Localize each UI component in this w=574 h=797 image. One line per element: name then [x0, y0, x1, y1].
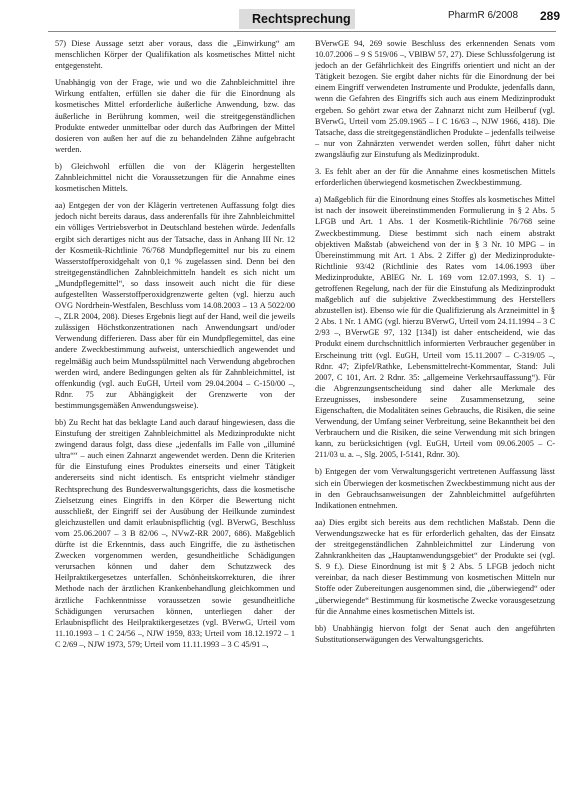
section-title: Rechtsprechung [239, 9, 355, 29]
paragraph: bb) Unabhängig hiervon folgt der Senat auch den angeführten Substitutionserwägungen des Verwaltungsgerichts. [315, 623, 555, 644]
paragraph: 57) Diese Aussage setzt aber voraus, dass die „Einwirkung“ am menschlichen Körper der Qualifikation als kosmetisches Mittel nicht entgegensteht. [55, 39, 295, 71]
paragraph: aa) Entgegen der von der Klägerin vertretenen Auffassung folgt dies jedoch nicht bereits daraus, dass anderenfalls für ihre Zahnbleichmittel ein völliges Vertriebsverbot in Deutschland bestehen würde. Jedenfalls ergibt sich derartiges nicht aus der Tatsache, dass in Anhang III Nr. 12 der Kosmetik-Richtlinie 76/768 Mundpflegemittel nur bis zu einem Wasserstoffperoxidgehalt von 0,1 % zugelassen sind. Denn bei den streitgegenständlichen Zahnbleichmitteln handelt es sich nicht um „Mundpflegemittel“, so dass insoweit auch nicht die für diese aufgestellten Wasserstoffperoxidgrenzwerte gelten (vgl. hierzu auch OVG Nordrhein-Westfalen, Beschluss vom 14.08.2003 – 13 A 5022/00 –, ZLR 2004, 208). Dieses Ergebnis liegt auf der Hand, weil die jeweils zulässigen Höchstkonzentrationen nach Anwendungsart und/oder Verwendung differieren. Dass aber für ein Mundpflegemittel, das eine andere Zweckbestimmung aufweist, unterschiedlich angewendet und regelmäßig auch beim Mundsspülmittel nach Verwendung abgebrochen werden wird, andere Bedingungen gelten als für Zahnbleichmittel, ist offenkundig (vgl. auch EuGH, Urteil vom 29.04.2004 – C-150/00 –, Rdnr. 75 zur Abhängigkeit der Grenzwerte von der bestimmungsgemäßen Anwendungsweise). [55, 201, 295, 410]
page-header [0, 0, 574, 32]
paragraph: b) Entgegen der vom Verwaltungsgericht vertretenen Auffassung lässt sich ein Überwiegen der kosmetischen Zweckbestimmung nicht aus der in den Gebrauchsanweisungen der Zahnbleichmittel aufgeführten Indikationen entnehmen. [315, 467, 555, 510]
page-number: 289 [540, 9, 561, 23]
journal-reference: PharmR 6/2008 [448, 10, 519, 21]
paragraph: b) Gleichwohl erfüllen die von der Klägerin hergestellten Zahnbleichmittel nicht die Voraussetzungen für die Annahme eines kosmetischen Mittels. [55, 161, 295, 194]
paragraph: BVerwGE 94, 269 sowie Beschluss des erkennenden Senats vom 10.07.2006 – 9 S 519/06 –, VBlBW 57, 27). Diese Schlussfolgerung ist jedoch an der Gefährlichkeit des Eingriffs orientiert und nicht an der Tätigkeit bezogen. Sie ergibt daher nichts für die Einordnung der bei einem Eingriff verwendeten Instrumente und Produkte, jedenfalls dann, wenn die Gefahren des Eingriffs sich auch aus einem Medizinprodukt ergeben. So gehört zwar etwa der Zahnarzt nicht zum Heilberuf (vgl. BVerwG, Urteil vom 25.09.1965 – I C 16/63 –, NJW 1966, 418). Die Tatsache, dass die streitgegenständlichen Produkte – jedenfalls teilweise – nur von Zahnärzten verwendet werden sollen, führt daher nicht zwangsläufig zur Einstufung als Medizinprodukt. [315, 39, 555, 159]
right-column [315, 38, 555, 790]
left-column [55, 38, 295, 790]
paragraph: Unabhängig von der Frage, wie und wo die Zahnbleichmittel ihre Wirkung entfalten, erfüllen sie daher die für die Einordnung als kosmetisches Mittel erforderliche äußerliche Anwendung, bzw. das äußerliche in Berührung kommen, weil die streitgegenständlichen Produkte entweder unmittelbar oder durch das Aufbringen der Mittel dosieren von außen her auf die zu behandelnden Zähne aufgebracht werden. [55, 78, 295, 154]
paragraph: aa) Dies ergibt sich bereits aus dem rechtlichen Maßstab. Denn die Verwendungszwecke hat es für erforderlich gehalten, das der Einsatz der streitgegenständlichen Zahnbleichmittel zur Linderung von Zahnkrankheiten das „Hauptanwendungsgebiet“ der Produkte sei (vgl. S. 9 f.). Diese Einordnung ist mit § 2 Abs. 5 LFGB jedoch nicht vereinbar, da nach dieser Bestimmung von kosmetischen Mitteln nur Stoffe oder Zubereitungen ausgenommen sind, die „überwiegend“ oder „überwiegende“ Bestimmung für kosmetische Zwecke vorausgesetzung für die Annahme eines kosmetischen Mittels ist. [315, 517, 555, 616]
paragraph: 3. Es fehlt aber an der für die Annahme eines kosmetischen Mittels erforderlichen überwiegend kosmetischen Zweckbestimmung. [315, 167, 555, 188]
paragraph: a) Maßgeblich für die Einordnung eines Stoffes als kosmetisches Mittel ist nach der insoweit übereinstimmenden Formulierung in § 2 Abs. 5 LFGB und Art. 1 Abs. 1 der Kosmetik-Richtlinie 76/768 seine Zweckbestimmung. Diese bestimmt sich nach einem abstrakt objektiven Maßstab (abweichend von der in § 3 Nr. 10 MPG – in Übereinstimmung mit Art. 1 Abs. 2 Ziffer g) der Medizinprodukte-Richtlinie 93/42 (Richtlinie des Rates vom 14.06.1993 über Medizinprodukte, ABlEG Nr. L 169 vom 12.07.1993, S. 1) – getroffenen Regelung, nach der für die Einstufung als Medizinprodukt maßgeblich auf die subjektive Zweckbestimmung des Herstellers abzustellen ist). Ebenso wie für die Qualifizierung als Arzneimittel in § 2 Abs. 1 Nr. 1 AMG (vgl. hierzu BVerwG, Urteil vom 24.11.1994 – 3 C 2/93 –, BVerwGE 97, 132 [134]) ist daher entscheidend, wie das Produkt einem durchschnittlich informierten Verbraucher gegenüber in Erscheinung tritt (vgl. EuGH, Urteil vom 15.11.2007 – C-319/05 –, Rdnr. 47; Zipfel/Rathke, Lebensmittelrecht-Kommentar, Stand: Juli 2007, C 101, Art. 2 Rdnr. 35: „allgemeine Verkehrsauffassung“). Für die Abgrenzungsentscheidung sind daher alle Merkmale des Erzeugnisses, insbesondere seine Zusammensetzung, seine Eigenschaften, die Modalitäten seines Gebrauchs, die Risiken, die seine Verwendung, der Umfang seiner Verbreitung, seine Bekanntheit bei den Verbrauchern und die Risiken, die seine Verwendung mit sich bringen kann, zu berücksichtigen (vgl. EuGH, Urteil vom 09.06.2005 – C-211/03 u. a. –, Slg. 2005, I-5141, Rdnr. 30). [315, 195, 555, 460]
paragraph: bb) Zu Recht hat das beklagte Land auch darauf hingewiesen, dass die Einstufung der streitigen Zahnbleichmittel als Medizinprodukte nicht zwingend daraus folgt, dass diese „jedenfalls im Falle von „illuminé ultra““ – auch einen Zahnarzt angewendet werden. Denn die Kriterien für die Einstufung eines Produktes einerseits und einer Tätigkeit andererseits sind nicht identisch. Es entspricht vielmehr ständiger Rechtsprechung des Bundesverwaltungsgerichts, dass die kosmetische Zielsetzung eines Eingriffs in den Körper die Bewertung nicht ausschließt, der Eingriff sei der Ausübung der Heilkunde zumindest gleichzustellen und damit erlaubnispflichtig (vgl. BVerwG, Beschluss vom 25.06.2007 – 3 B 82/06 –, NVwZ-RR 2007, 686). Maßgeblich dürfte ist die Erkenntnis, dass auch Eingriffe, die zu ästhetischen Zwecken vorgenommen werden, gesundheitliche Schädigungen verursachen können und daher dem Schutzzweck des Heilpraktikergesetzes unterfallen. Schönheitskorrekturen, die ihrer Methode nach der ärztlichen Krankenbehandlung gleichkommen und ärztliche Fachkenntnisse voraussetzen sowie gesundheitliche Schädigungen verursachen können, unterliegen daher der Erlaubnispflicht des Heilpraktikergesetzes (vgl. BVerwG, Urteil vom 11.10.1993 – 1 C 24/56 –, NJW 1959, 833; Urteil vom 18.12.1972 – 1 C 2/69 –, NJW 1973, 579; Urteil vom 11.11.1993 – 3 C 45/91 –, [55, 418, 295, 649]
header-rule [48, 31, 556, 32]
